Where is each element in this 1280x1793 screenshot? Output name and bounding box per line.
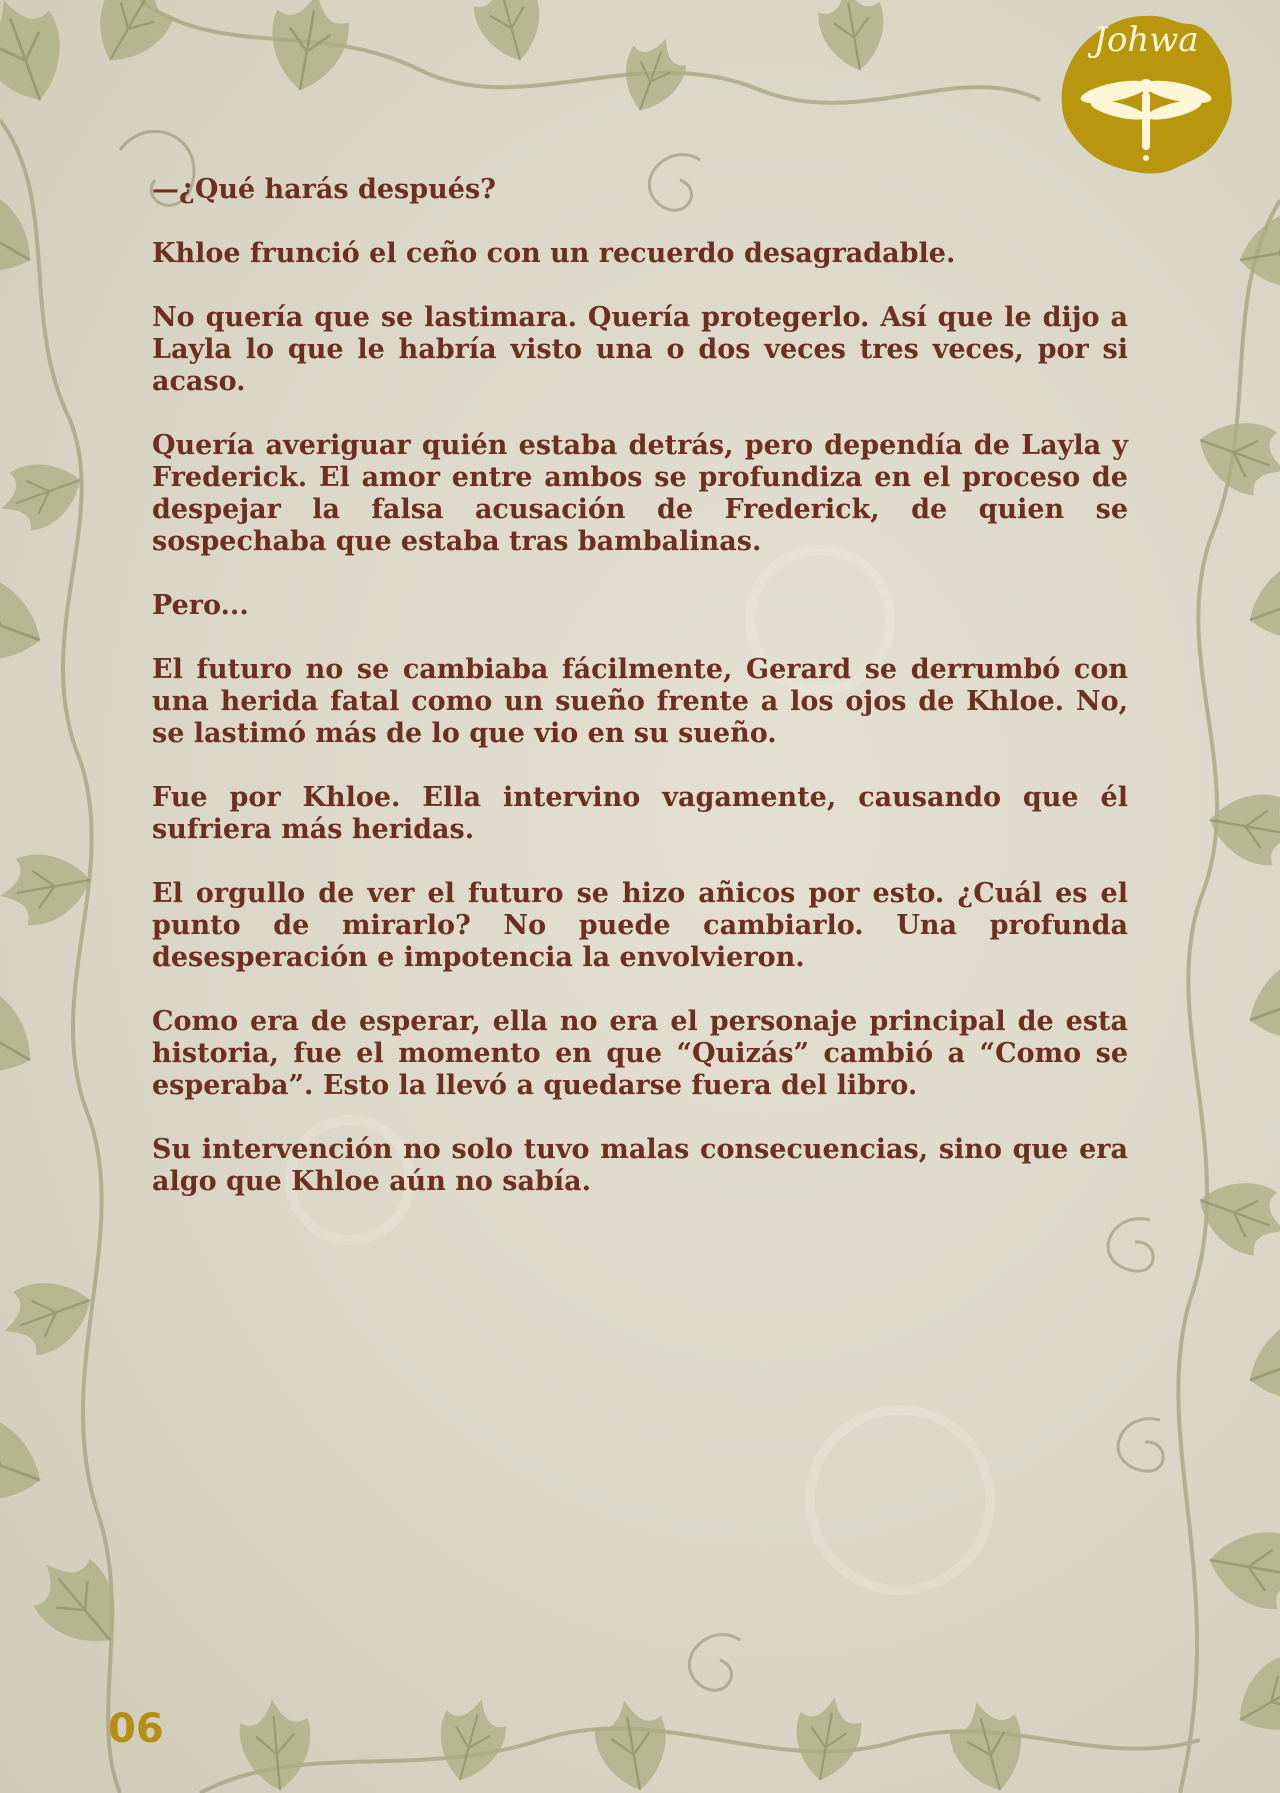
paragraph: El orgullo de ver el futuro se hizo añicos por esto. ¿Cuál es el punto de mirarlo? No puede cambiarlo. Una profunda desesperación e impotencia la envolvieron. (152, 878, 1128, 973)
paragraph: Su intervención no solo tuvo malas consecuencias, sino que era algo que Khloe aún no sabía. (152, 1134, 1128, 1197)
paragraph: Como era de esperar, ella no era el personaje principal de esta historia, fue el momento en que “Quizás” cambió a “Como se esperaba”. Esto la llevó a quedarse fuera del libro. (152, 1006, 1128, 1101)
paragraph: —¿Qué harás después? (152, 174, 496, 205)
paragraph: No quería que se lastimara. Quería protegerlo. Así que le dijo a Layla lo que le habría visto una o dos veces tres veces, por si acaso. (152, 302, 1128, 397)
logo-text: Johwa (1093, 20, 1199, 60)
paragraph: Quería averiguar quién estaba detrás, pero dependía de Layla y Frederick. El amor entre ambos se profundiza en el proceso de despejar la falsa acusación de Frederick, de quien se sospechaba que estaba tras bambalinas. (152, 430, 1128, 557)
paragraph: Khloe frunció el ceño con un recuerdo desagradable. (152, 238, 956, 269)
story-text (152, 174, 1128, 1230)
paragraph: Fue por Khloe. Ella intervino vagamente, causando que él sufriera más heridas. (152, 782, 1128, 845)
paragraph: El futuro no se cambiaba fácilmente, Gerard se derrumbó con una herida fatal como un sueño frente a los ojos de Khloe. No, se lastimó más de lo que vio en su sueño. (152, 654, 1128, 749)
page-number: 06 (108, 1706, 164, 1752)
johwa-logo (1056, 10, 1236, 180)
paragraph: Pero... (152, 590, 249, 621)
